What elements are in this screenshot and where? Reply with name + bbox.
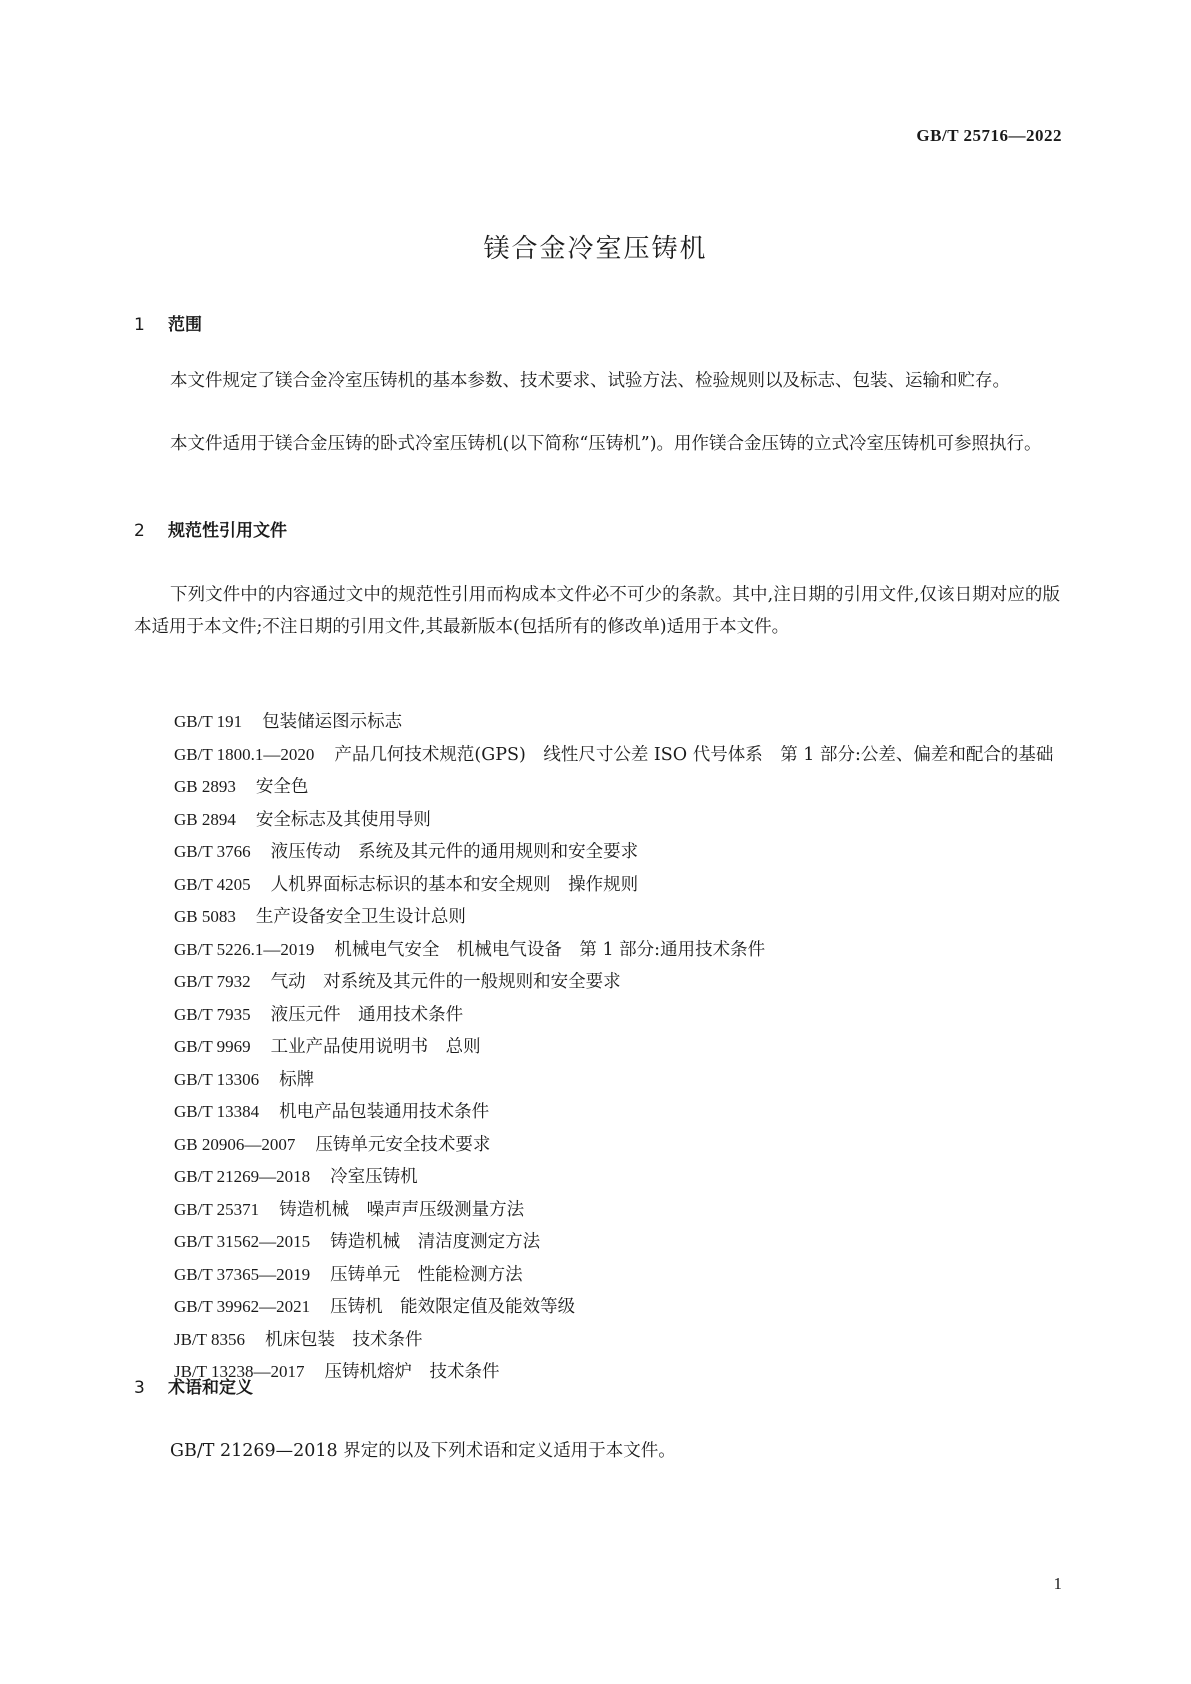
reference-item xyxy=(134,1031,1060,1064)
reference-title: 产品几何技术规范(GPS) 线性尺寸公差 ISO 代号体系 第 1 部分:公差、偏差和配合的基础 xyxy=(334,744,1054,765)
section-number: 2 xyxy=(134,521,145,541)
document-title: 镁合金冷室压铸机 xyxy=(483,234,708,264)
reference-code: GB/T 5226.1—2019 xyxy=(174,939,315,959)
reference-code: GB/T 21269—2018 xyxy=(174,1167,311,1186)
reference-title: 人机界面标志标识的基本和安全规则 操作规则 xyxy=(270,874,639,895)
section-number: 3 xyxy=(134,1378,145,1398)
reference-title: 冷室压铸机 xyxy=(330,1167,418,1187)
reference-code: GB 5083 xyxy=(174,907,236,926)
reference-item xyxy=(134,1356,1060,1389)
section-heading-scope xyxy=(134,310,202,335)
reference-code: GB/T 39962—2021 xyxy=(174,1297,311,1316)
reference-list xyxy=(134,706,1060,1389)
reference-code: GB/T 25371 xyxy=(174,1199,260,1219)
reference-title: 压铸单元安全技术要求 xyxy=(315,1134,491,1155)
section-title: 范围 xyxy=(168,315,202,335)
reference-title: 生产设备安全卫生设计总则 xyxy=(255,907,466,927)
reference-code: GB/T 191 xyxy=(174,712,243,731)
reference-item xyxy=(134,1226,1060,1259)
page-number: 1 xyxy=(1053,1574,1062,1593)
section-heading-terms xyxy=(134,1373,253,1398)
reference-item xyxy=(134,1096,1060,1129)
reference-title: 机电产品包装通用技术条件 xyxy=(279,1102,490,1122)
reference-item xyxy=(134,1194,1060,1227)
section-title: 术语和定义 xyxy=(168,1378,253,1398)
reference-item xyxy=(134,771,1060,804)
section-number: 1 xyxy=(134,315,145,335)
reference-title: 安全标志及其使用导则 xyxy=(255,809,431,830)
section-title: 规范性引用文件 xyxy=(168,521,287,541)
reference-title: 铸造机械 噪声声压级测量方法 xyxy=(279,1199,525,1220)
reference-title: 工业产品使用说明书 总则 xyxy=(270,1037,481,1057)
reference-code: JB/T 8356 xyxy=(174,1329,246,1349)
reference-code: GB/T 37365—2019 xyxy=(174,1264,311,1284)
reference-title: 压铸机 能效限定值及能效等级 xyxy=(330,1297,576,1317)
reference-item xyxy=(134,739,1060,772)
reference-item xyxy=(134,934,1060,967)
terms-intro: GB/T 21269—2018 界定的以及下列术语和定义适用于本文件。 xyxy=(170,1441,676,1461)
reference-code: GB/T 13384 xyxy=(174,1102,260,1121)
reference-code: GB/T 7932 xyxy=(174,972,251,991)
reference-item xyxy=(134,836,1060,869)
reference-item xyxy=(134,869,1060,902)
reference-title: 机床包装 技术条件 xyxy=(265,1329,423,1350)
reference-title: 气动 对系统及其元件的一般规则和安全要求 xyxy=(270,972,621,992)
reference-item xyxy=(134,804,1060,837)
reference-code: GB 2894 xyxy=(174,809,236,829)
reference-title: 液压元件 通用技术条件 xyxy=(270,1004,464,1025)
reference-title: 铸造机械 清洁度测定方法 xyxy=(330,1232,541,1252)
reference-code: GB 20906—2007 xyxy=(174,1134,296,1154)
reference-code: GB/T 1800.1—2020 xyxy=(174,744,315,764)
scope-paragraph-2: 本文件适用于镁合金压铸的卧式冷室压铸机(以下简称“压铸机”)。用作镁合金压铸的立式冷室压铸机可参照执行。 xyxy=(170,434,1042,454)
reference-code: GB/T 13306 xyxy=(174,1069,260,1089)
reference-title: 标牌 xyxy=(279,1069,315,1090)
reference-title: 安全色 xyxy=(255,777,309,797)
reference-title: 机械电气安全 机械电气设备 第 1 部分:通用技术条件 xyxy=(334,939,766,960)
section-heading-normative-references xyxy=(134,516,287,541)
reference-code: GB/T 7935 xyxy=(174,1004,251,1024)
reference-item xyxy=(134,1129,1060,1162)
reference-item xyxy=(134,1259,1060,1292)
reference-item xyxy=(134,706,1060,739)
reference-item xyxy=(134,1324,1060,1357)
reference-title: 包装储运图示标志 xyxy=(262,712,403,732)
reference-item xyxy=(134,999,1060,1032)
reference-code: GB/T 9969 xyxy=(174,1037,251,1056)
reference-title: 液压传动 系统及其元件的通用规则和安全要求 xyxy=(270,842,639,862)
references-intro: 下列文件中的内容通过文中的规范性引用而构成本文件必不可少的条款。其中,注日期的引用文件,仅该日期对应的版本适用于本文件;不注日期的引用文件,其最新版本(包括所有的修改单)适用于本文件。 xyxy=(134,585,1060,637)
reference-item xyxy=(134,1064,1060,1097)
reference-item xyxy=(134,1291,1060,1324)
scope-paragraph-1: 本文件规定了镁合金冷室压铸机的基本参数、技术要求、试验方法、检验规则以及标志、包装、运输和贮存。 xyxy=(170,371,1010,391)
reference-item xyxy=(134,966,1060,999)
reference-item xyxy=(134,1161,1060,1194)
reference-title: 压铸单元 性能检测方法 xyxy=(330,1264,523,1285)
reference-code: GB 2893 xyxy=(174,777,236,796)
reference-code: JB/T 13238—2017 xyxy=(174,1362,305,1381)
reference-code: GB/T 3766 xyxy=(174,842,251,861)
reference-code: GB/T 31562—2015 xyxy=(174,1232,311,1251)
reference-item xyxy=(134,901,1060,934)
standard-number: GB/T 25716—2022 xyxy=(916,126,1062,145)
reference-code: GB/T 4205 xyxy=(174,874,251,894)
reference-title: 压铸机熔炉 技术条件 xyxy=(324,1362,500,1382)
